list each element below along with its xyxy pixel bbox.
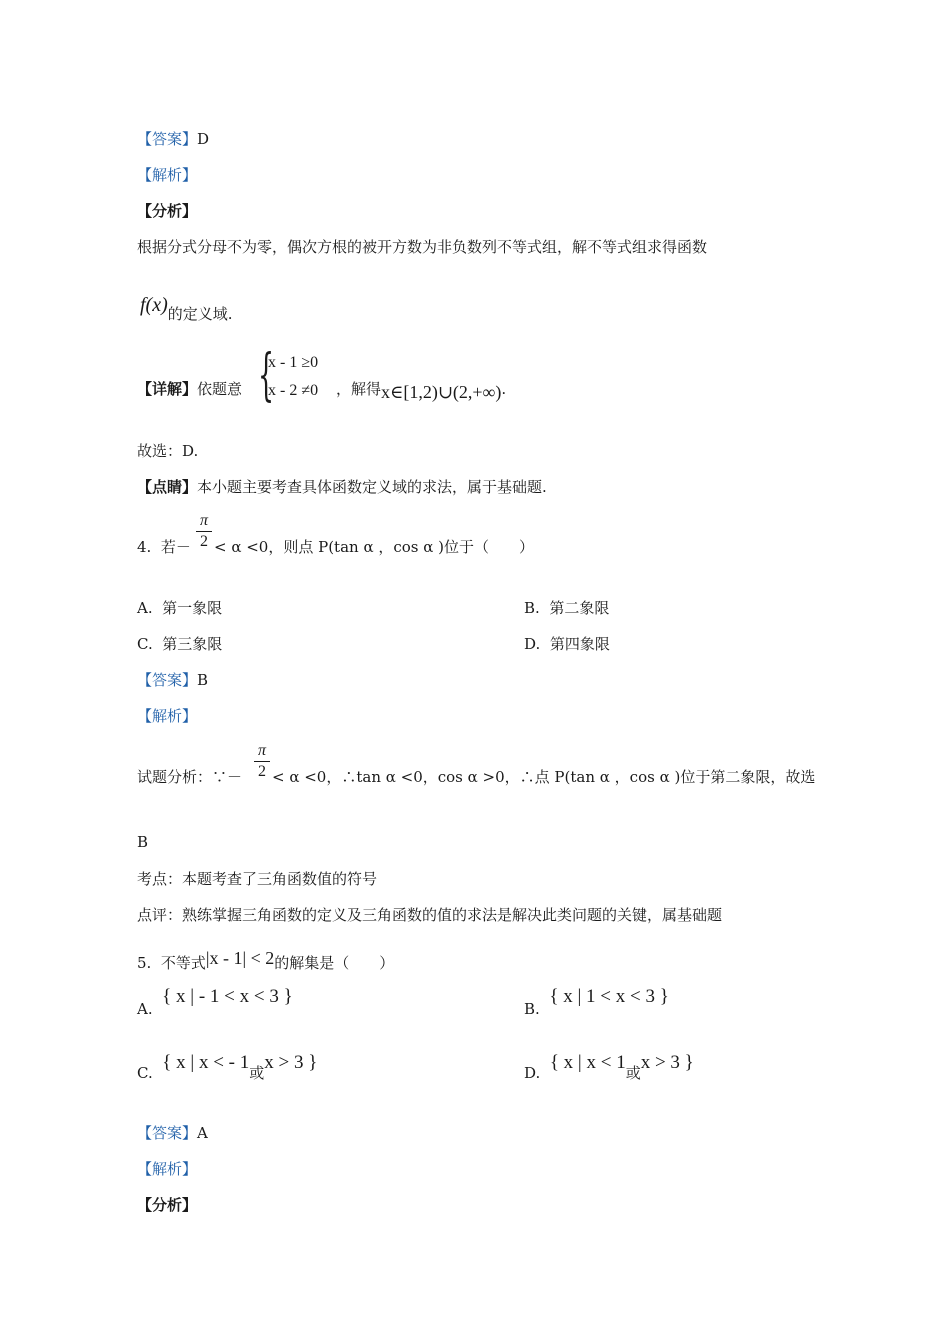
fraction-numerator: π bbox=[257, 742, 266, 759]
detail-line bbox=[137, 378, 242, 399]
analysis-tag: 【解析】 bbox=[137, 166, 198, 184]
option-text: 第一象限 bbox=[162, 599, 223, 617]
option-text: 第二象限 bbox=[549, 599, 610, 617]
fraction-denominator: 2 bbox=[200, 533, 208, 550]
q4-solution-prefix: 试题分析：∵－ bbox=[137, 768, 243, 786]
answer-line-q5 bbox=[137, 1122, 208, 1143]
option-or: 或 bbox=[625, 1064, 641, 1082]
fenxi-text: 根据分式分母不为零，偶次方根的被开方数为非负数列不等式组，解不等式组求得函数 bbox=[137, 238, 708, 256]
choose-line: 故选：D. bbox=[137, 442, 199, 460]
q4-number: 4. bbox=[137, 538, 152, 556]
q5-stem-expression: |x - 1| < 2 bbox=[205, 948, 275, 968]
q5-stem-suffix: 的解集是（ ） bbox=[274, 954, 395, 972]
q5-option-d[interactable] bbox=[524, 1052, 694, 1084]
dianping-line: 点评：熟练掌握三角函数的定义及三角函数的值的求法是解决此类问题的关键，属基础题 bbox=[137, 906, 723, 924]
option-letter: C. bbox=[137, 635, 153, 653]
left-brace: { bbox=[258, 343, 275, 408]
solution-end: . bbox=[501, 380, 507, 398]
dianjing-line bbox=[137, 476, 547, 497]
dianjing-tag: 【点睛】 bbox=[137, 478, 198, 496]
answer-tag: 【答案】 bbox=[137, 130, 198, 148]
fraction-numerator: π bbox=[199, 512, 208, 529]
answer-value: A bbox=[197, 1124, 208, 1142]
q4-prefix: 若－ bbox=[160, 538, 191, 556]
answer-value: D bbox=[197, 130, 210, 148]
option-text: 第四象限 bbox=[549, 635, 610, 653]
option-set-right: x > 3 } bbox=[264, 1052, 318, 1073]
answer-value: B bbox=[197, 671, 209, 689]
option-letter: D. bbox=[524, 635, 541, 653]
q4-stem bbox=[137, 536, 191, 557]
q5-option-a[interactable] bbox=[137, 986, 293, 1020]
solve-word: ，解得 bbox=[336, 380, 382, 398]
q4-solution-tail: B bbox=[137, 833, 149, 851]
kaodian-line: 考点：本题考查了三角函数值的符号 bbox=[137, 870, 378, 888]
q4-option-a[interactable] bbox=[137, 597, 222, 618]
solution-set: x∈[1,2)∪(2,+∞) bbox=[381, 382, 502, 402]
q4-option-c[interactable] bbox=[137, 633, 222, 654]
q4-option-b[interactable] bbox=[524, 597, 609, 618]
fx-line bbox=[140, 294, 233, 323]
domain-text: 的定义域. bbox=[167, 305, 233, 323]
option-letter: C. bbox=[137, 1064, 153, 1082]
fx-expression: f(x) bbox=[140, 294, 168, 316]
option-letter: B. bbox=[524, 599, 540, 617]
q4-option-d[interactable] bbox=[524, 633, 610, 654]
option-set: { x | 1 < x < 3 } bbox=[549, 986, 669, 1007]
option-set-left: { x | x < 1 bbox=[549, 1052, 626, 1073]
q5-stem-prefix: 不等式 bbox=[160, 954, 206, 972]
fenxi-tag: 【分析】 bbox=[137, 202, 198, 220]
q4-solution-fraction bbox=[254, 742, 270, 781]
analysis-tag: 【解析】 bbox=[137, 1160, 198, 1178]
inequality-1: x - 1 ≥0 bbox=[268, 354, 319, 371]
fraction-bar bbox=[196, 531, 212, 532]
q5-stem bbox=[137, 948, 395, 973]
detail-tag: 【详解】 bbox=[137, 380, 198, 398]
q5-number: 5. bbox=[137, 954, 152, 972]
option-letter: A. bbox=[137, 599, 153, 617]
option-set-right: x > 3 } bbox=[640, 1052, 694, 1073]
q4-solution-rest: < α <0，∴tan α <0，cos α >0，∴点 P(tan α ，cos α )位于第二象限，故选 bbox=[272, 768, 816, 786]
fraction-bar bbox=[254, 761, 270, 762]
inequality-2: x - 2 ≠0 bbox=[268, 382, 319, 399]
dianjing-text: 本小题主要考查具体函数定义域的求法，属于基础题. bbox=[197, 478, 547, 496]
analysis-tag: 【解析】 bbox=[137, 707, 198, 725]
fraction-denominator: 2 bbox=[258, 763, 266, 780]
answer-line-q3 bbox=[137, 128, 209, 149]
answer-tag: 【答案】 bbox=[137, 1124, 198, 1142]
fenxi-tag: 【分析】 bbox=[137, 1196, 198, 1214]
option-set: { x | - 1 < x < 3 } bbox=[162, 986, 293, 1007]
q5-option-b[interactable] bbox=[524, 986, 669, 1020]
solve-line bbox=[336, 378, 507, 402]
option-set-left: { x | x < - 1 bbox=[162, 1052, 250, 1073]
option-letter: B. bbox=[524, 1000, 540, 1018]
answer-line-q4 bbox=[137, 669, 208, 690]
q4-stem-rest: < α <0，则点 P(tan α ，cos α )位于（ ） bbox=[214, 538, 535, 556]
detail-lead: 依题意 bbox=[197, 380, 243, 398]
option-letter: D. bbox=[524, 1064, 541, 1082]
q5-option-c[interactable] bbox=[137, 1052, 318, 1084]
option-or: 或 bbox=[249, 1064, 265, 1082]
option-letter: A. bbox=[137, 1000, 153, 1018]
option-text: 第三象限 bbox=[162, 635, 223, 653]
q4-fraction bbox=[196, 512, 212, 551]
answer-tag: 【答案】 bbox=[137, 671, 198, 689]
